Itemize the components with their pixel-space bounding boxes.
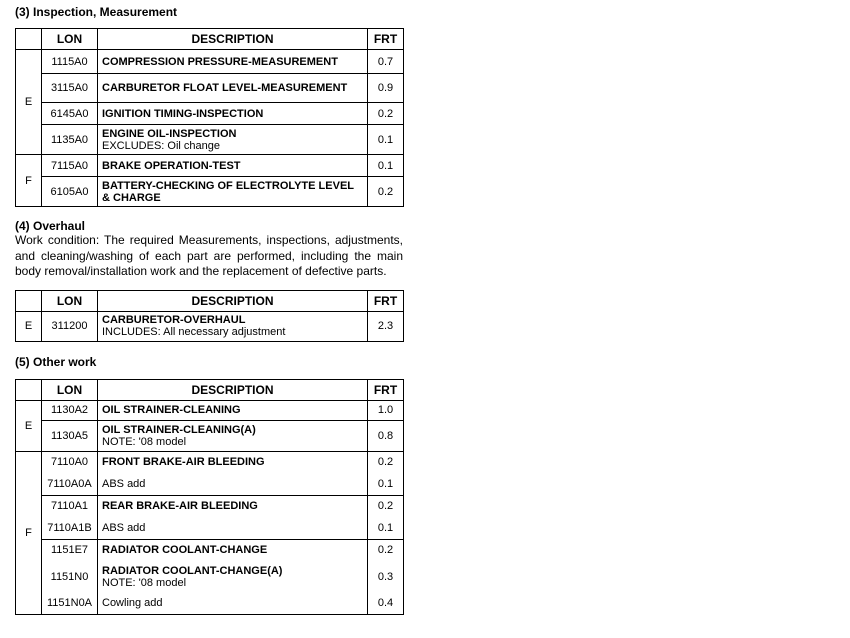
lon-cell: 1130A5 xyxy=(42,420,98,451)
description-title: COMPRESSION PRESSURE-MEASUREMENT xyxy=(102,55,338,68)
description-cell xyxy=(98,473,368,495)
description-cell xyxy=(98,420,368,451)
lon-cell: 1151N0 xyxy=(42,561,98,592)
frt-cell: 0.8 xyxy=(368,420,404,451)
frt-cell: 0.2 xyxy=(368,451,404,473)
lon-cell: 7110A0 xyxy=(42,451,98,473)
frt-cell: 1.0 xyxy=(368,400,404,420)
description-cell xyxy=(98,74,368,103)
lon-cell: 1115A0 xyxy=(42,50,98,74)
lon-cell: 311200 xyxy=(42,311,98,341)
description-note: NOTE: '08 model xyxy=(102,435,187,448)
description-cell xyxy=(98,451,368,473)
description-title: RADIATOR COOLANT-CHANGE(A) xyxy=(102,564,283,577)
table-row xyxy=(16,451,404,473)
description-cell xyxy=(98,311,368,341)
table-row xyxy=(16,592,404,614)
header-description: DESCRIPTION xyxy=(98,29,368,50)
document-page xyxy=(15,5,403,615)
description-title: CARBURETOR-OVERHAUL xyxy=(102,314,246,326)
frt-cell: 0.1 xyxy=(368,517,404,539)
section-title-inspection: (3) Inspection, Measurement xyxy=(15,5,178,19)
header-category xyxy=(16,379,42,400)
category-cell: F xyxy=(16,155,42,207)
description-title: BRAKE OPERATION-TEST xyxy=(102,159,241,172)
table-row xyxy=(16,539,404,561)
header-lon: LON xyxy=(42,290,98,311)
lon-cell: 1135A0 xyxy=(42,125,98,155)
header-lon: LON xyxy=(42,29,98,50)
description-cell xyxy=(98,592,368,614)
table-row xyxy=(16,177,404,207)
table-row xyxy=(16,125,404,155)
description-note: ABS add xyxy=(102,521,146,534)
description-note: ABS add xyxy=(102,477,146,490)
description-cell xyxy=(98,517,368,539)
description-title: CARBURETOR FLOAT LEVEL-MEASUREMENT xyxy=(102,82,348,94)
frt-cell: 0.1 xyxy=(368,125,404,155)
description-title: RADIATOR COOLANT-CHANGE xyxy=(102,544,268,557)
table-row xyxy=(16,311,404,341)
table-row xyxy=(16,155,404,177)
frt-cell: 0.2 xyxy=(368,495,404,517)
description-note: INCLUDES: All necessary adjustment xyxy=(102,326,286,338)
description-title: OIL STRAINER-CLEANING xyxy=(102,404,241,416)
header-frt: FRT xyxy=(368,290,404,311)
frt-cell: 0.2 xyxy=(368,177,404,207)
table-row xyxy=(16,561,404,592)
frt-cell: 0.2 xyxy=(368,103,404,125)
description-cell xyxy=(98,50,368,74)
category-cell: F xyxy=(16,451,42,614)
header-lon: LON xyxy=(42,379,98,400)
frt-cell: 0.4 xyxy=(368,592,404,614)
description-cell xyxy=(98,539,368,561)
description-title: BATTERY-CHECKING OF ELECTROLYTE LEVEL & CHARGE xyxy=(102,179,354,204)
header-frt: FRT xyxy=(368,379,404,400)
table-row xyxy=(16,420,404,451)
description-cell xyxy=(98,155,368,177)
lon-cell: 6145A0 xyxy=(42,103,98,125)
frt-cell: 0.9 xyxy=(368,74,404,103)
frt-cell: 0.2 xyxy=(368,539,404,561)
frt-cell: 0.1 xyxy=(368,473,404,495)
table-header-row xyxy=(16,29,404,50)
table-row xyxy=(16,517,404,539)
frt-cell: 2.3 xyxy=(368,311,404,341)
frt-cell: 0.7 xyxy=(368,50,404,74)
description-cell xyxy=(98,103,368,125)
lon-cell: 7110A1B xyxy=(42,517,98,539)
header-category xyxy=(16,290,42,311)
table-row xyxy=(16,74,404,103)
table-header-row xyxy=(16,290,404,311)
lon-cell: 1151N0A xyxy=(42,592,98,614)
description-note: Cowling add xyxy=(102,596,163,609)
description-title: OIL STRAINER-CLEANING(A) xyxy=(102,423,256,436)
table-row xyxy=(16,400,404,420)
lon-cell: 7110A0A xyxy=(42,473,98,495)
description-title: IGNITION TIMING-INSPECTION xyxy=(102,107,264,120)
description-title: REAR BRAKE-AIR BLEEDING xyxy=(102,500,258,513)
lon-cell: 7115A0 xyxy=(42,155,98,177)
table-header-row xyxy=(16,379,404,400)
table-row xyxy=(16,103,404,125)
description-note: NOTE: '08 model xyxy=(102,576,187,589)
frt-cell: 0.1 xyxy=(368,155,404,177)
section-title-other-work: (5) Other work xyxy=(15,354,97,369)
table-row xyxy=(16,495,404,517)
description-title: FRONT BRAKE-AIR BLEEDING xyxy=(102,456,265,469)
description-note: EXCLUDES: Oil change xyxy=(102,139,220,152)
description-cell xyxy=(98,125,368,155)
category-cell: E xyxy=(16,400,42,451)
header-description: DESCRIPTION xyxy=(98,290,368,311)
work-condition-paragraph: Work condition: The required Measurements, inspections, adjustments, and cleaning/washing of each part are performed, including the main body removal/installation work and the replacement of defective parts. xyxy=(15,233,403,278)
description-title: ENGINE OIL-INSPECTION xyxy=(102,127,237,140)
header-description: DESCRIPTION xyxy=(98,379,368,400)
header-category xyxy=(16,29,42,50)
lon-cell: 7110A1 xyxy=(42,495,98,517)
lon-cell: 1130A2 xyxy=(42,400,98,420)
lon-cell: 3115A0 xyxy=(42,74,98,103)
table-row xyxy=(16,50,404,74)
frt-cell: 0.3 xyxy=(368,561,404,592)
description-cell xyxy=(98,495,368,517)
lon-cell: 6105A0 xyxy=(42,177,98,207)
section-title-overhaul: (4) Overhaul xyxy=(15,219,86,233)
description-cell xyxy=(98,561,368,592)
inspection-table xyxy=(15,28,404,207)
table-row xyxy=(16,473,404,495)
header-frt: FRT xyxy=(368,29,404,50)
lon-cell: 1151E7 xyxy=(42,539,98,561)
overhaul-table xyxy=(15,290,404,342)
other-work-table xyxy=(15,379,404,615)
category-cell: E xyxy=(16,50,42,155)
category-cell: E xyxy=(16,311,42,341)
description-cell xyxy=(98,177,368,207)
description-cell xyxy=(98,400,368,420)
